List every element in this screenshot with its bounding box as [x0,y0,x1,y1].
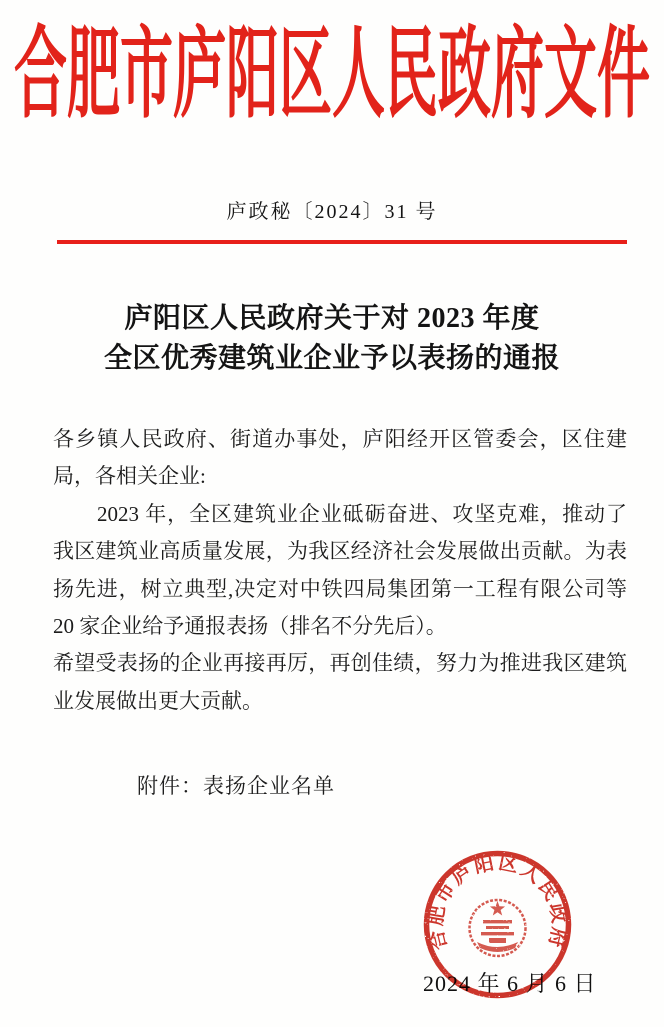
seal-curved-text: 合肥市庐阳区人民政府 [425,852,570,952]
body-paragraph-2: 希望受表扬的企业再接再厉，再创佳绩，努力为推进我区建筑业发展做出更大贡献。 [53,651,627,713]
official-government-seal [419,846,576,1003]
seal-star-icon [490,901,505,916]
document-title-line-1: 庐阳区人民政府关于对 2023 年度 [124,303,540,334]
red-letterhead-title: 合肥市庐阳区人民政府文件 [14,21,650,131]
document-title [0,299,664,379]
red-divider-line [57,240,627,244]
document-title-line-2: 全区优秀建筑业企业予以表扬的通报 [103,343,560,374]
document-reference-number: 庐政秘〔2024〕31 号 [226,201,438,223]
document-body [53,421,627,720]
attachment-line: 附件：表扬企业名单 [137,774,335,798]
issue-date: 2024 年 6 月 6 日 [423,971,597,996]
salutation-line: 各乡镇人民政府、街道办事处，庐阳经开区管委会，区住建局，各相关企业: [53,427,627,489]
seal-national-emblem [470,900,526,956]
body-paragraph-1: 2023 年，全区建筑业企业砥砺奋进、攻坚克难，推动了我区建筑业高质量发展，为我区经济社会发展做出贡献。为表扬先进，树立典型,决定对中铁四局集团第一工程有限公司等 20 家企业给予通报表扬（排名不分先后）。 [53,501,627,639]
seal-outer-ring [427,854,569,996]
